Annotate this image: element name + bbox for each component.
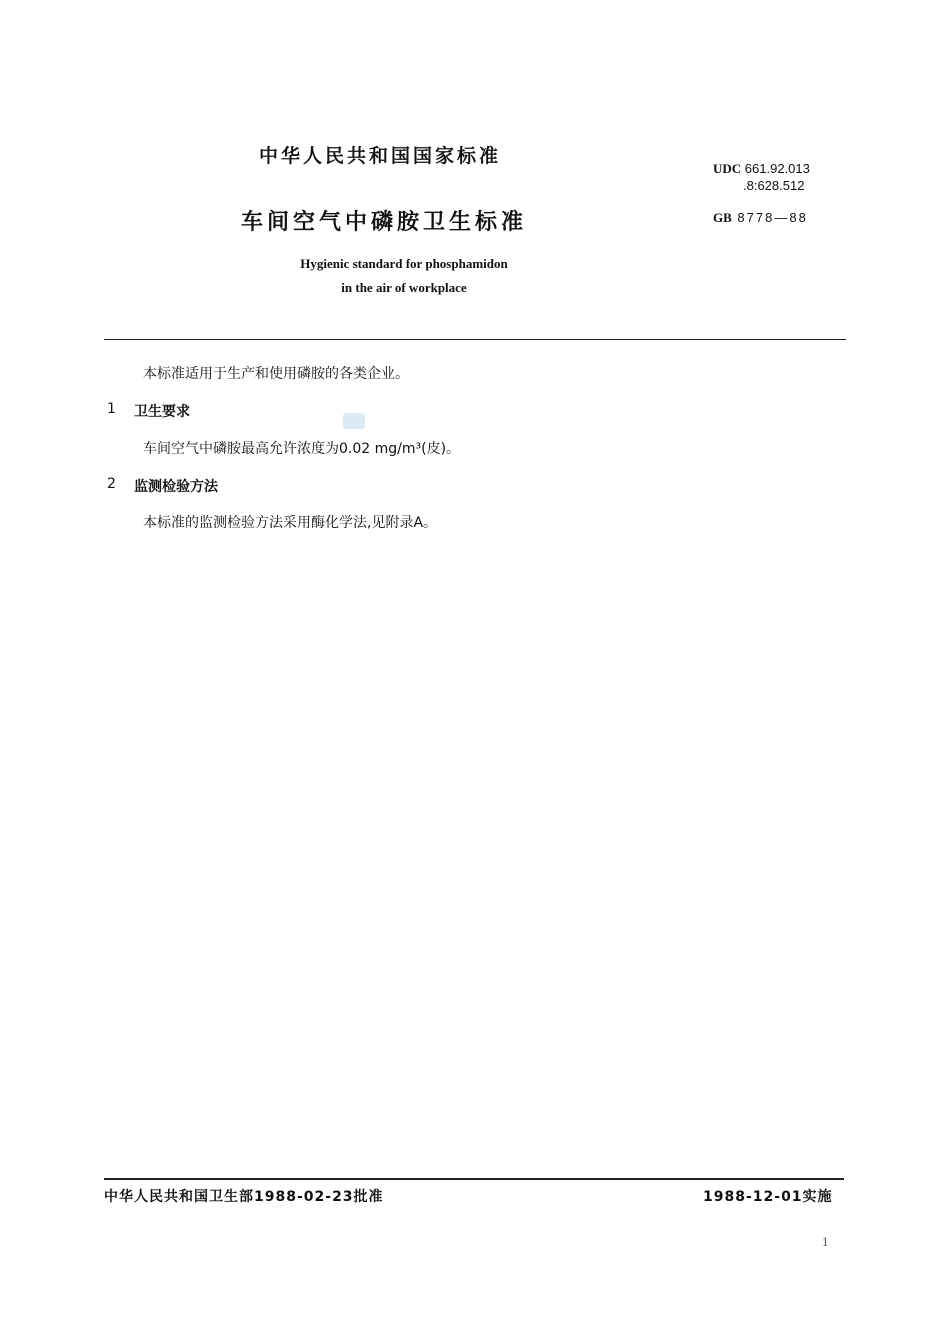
section1-number: 1 <box>107 401 116 417</box>
gb-standard-number <box>713 210 808 226</box>
national-standard-heading: 中华人民共和国国家标准 <box>259 145 502 167</box>
gb-number: 8778—88 <box>737 210 808 225</box>
section1-title: 卫生要求 <box>134 404 190 420</box>
implementation-date: 1988-12-01实施 <box>703 1189 833 1205</box>
approval-line: 中华人民共和国卫生部1988-02-23批准 <box>104 1189 384 1205</box>
gb-label: GB <box>713 210 732 225</box>
document-title-en-line2: in the air of workplace <box>341 280 467 295</box>
footer-divider <box>104 1178 844 1180</box>
section2-text: 本标准的监测检验方法采用酶化学法,见附录A。 <box>143 515 438 531</box>
scope-paragraph: 本标准适用于生产和使用磷胺的各类企业。 <box>143 366 409 382</box>
watermark-logo <box>343 413 365 429</box>
udc-code-line1: 661.92.013 <box>744 161 810 176</box>
section2-title: 监测检验方法 <box>134 479 218 495</box>
udc-code-line2: .8:628.512 <box>743 178 805 193</box>
document-title-en-line1: Hygienic standard for phosphamidon <box>300 256 508 271</box>
section1-text: 车间空气中磷胺最高允许浓度为0.02 mg/m³(皮)。 <box>143 441 461 457</box>
document-title-cn: 车间空气中磷胺卫生标准 <box>241 210 528 235</box>
page-number: 1 <box>822 1234 829 1249</box>
udc-label: UDC <box>713 161 742 176</box>
header-divider <box>104 339 846 340</box>
section2-number: 2 <box>107 476 116 492</box>
udc-classification <box>713 160 810 194</box>
